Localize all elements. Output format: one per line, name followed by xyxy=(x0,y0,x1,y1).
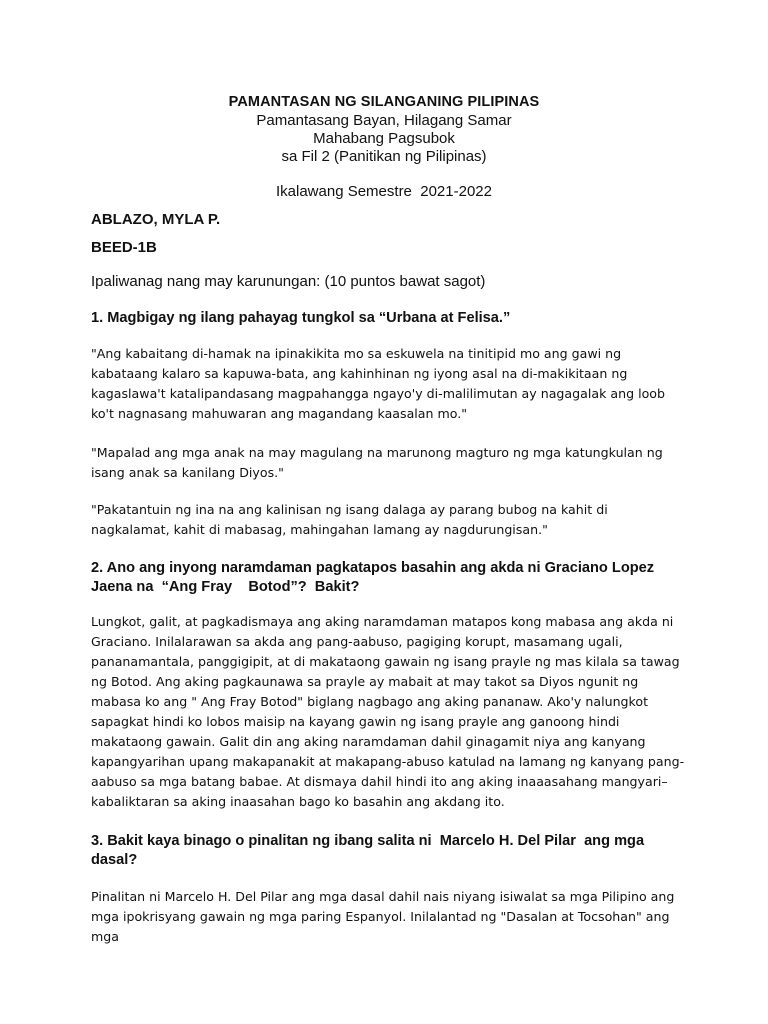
answer-1-paragraph-1: "Ang kabaitang di-hamak na ipinakikita mo sa eskuwela na tinitipid mo ang gawi ng kabataang kalaro sa kapuwa-bata, ang kahinhinan ng iyong asal na di-makikitaan ng kagaslawa't katalipandasang magpahangga ngayo'y di-malilimutan ay nagagalak ang loob ko't nagnasang mahuwaran ang magandang kaasalan mo." xyxy=(91,346,665,421)
question-1: 1. Magbigay ng ilang pahayag tungkol sa “Urbana at Felisa.” xyxy=(91,310,511,326)
semester: Ikalawang Semestre 2021-2022 xyxy=(276,183,492,200)
question-3: 3. Bakit kaya binago o pinalitan ng ibang salita ni Marcelo H. Del Pilar ang mga dasal? xyxy=(91,833,649,868)
exam-title: Mahabang Pagsubok xyxy=(313,130,455,147)
university-subtitle: Pamantasang Bayan, Hilagang Samar xyxy=(256,112,512,129)
course-name: sa Fil 2 (Panitikan ng Pilipinas) xyxy=(281,148,487,165)
answer-3-paragraph-1: Pinalitan ni Marcelo H. Del Pilar ang mga dasal dahil nais niyang isiwalat sa mga Pilipino ang mga ipokrisyang gawain ng mga paring Espanyol. Inilalantad ng "Dasalan at Tocsohan" ang mga xyxy=(91,889,675,944)
student-name: ABLAZO, MYLA P. xyxy=(91,211,221,228)
student-section: BEED-1B xyxy=(91,239,157,256)
question-2: 2. Ano ang inyong naramdaman pagkatapos basahin ang akda ni Graciano Lopez Jaena na “Ang Fray Botod”? Bakit? xyxy=(91,560,659,595)
instructions: Ipaliwanag nang may karunungan: (10 puntos bawat sagot) xyxy=(91,273,486,290)
answer-1-paragraph-3: "Pakatantuin ng ina na ang kalinisan ng isang dalaga ay parang bubog na kahit di nagkalamat, kahit di mabasag, mahingahan lamang ay nagdurungisan." xyxy=(91,502,608,537)
answer-2-paragraph-1: Lungkot, galit, at pagkadismaya ang aking naramdaman matapos kong mabasa ang akda ni Graciano. Inilalarawan sa akda ang pang-aabuso, pagiging korupt, masamang ugali, pananamantala, panggigipit, at di makataong gawain ng isang prayle ng mas kilala sa tawag ng Botod. Ang aking pagkaunawa sa prayle ay mabait at may takot sa Diyos ngunit ng mabasa ko ang " Ang Fray Botod" biglang nagbago ang aking pananaw. Ako'y nalungkot sapagkat hindi ko lobos maisip na kayang gawin ng isang prayle ang ganoong hindi makataong gawain. Galit din ang aking naramdaman dahil ginagamit niya ang kanyang kapangyarihan upang makapanakit at makapang-abuso katulad na lamang ng kanyang pang-aabuso sa mga batang babae. At dismaya dahil hindi ito ang aking inaaasahang mangyari–kabaliktaran sa aking inaasahan bago ko basahin ang akdang ito. xyxy=(91,614,685,809)
answer-1-paragraph-2: "Mapalad ang mga anak na may magulang na marunong magturo ng mga katungkulan ng isang anak sa kanilang Diyos." xyxy=(91,445,663,480)
university-name: PAMANTASAN NG SILANGANING PILIPINAS xyxy=(228,94,540,110)
